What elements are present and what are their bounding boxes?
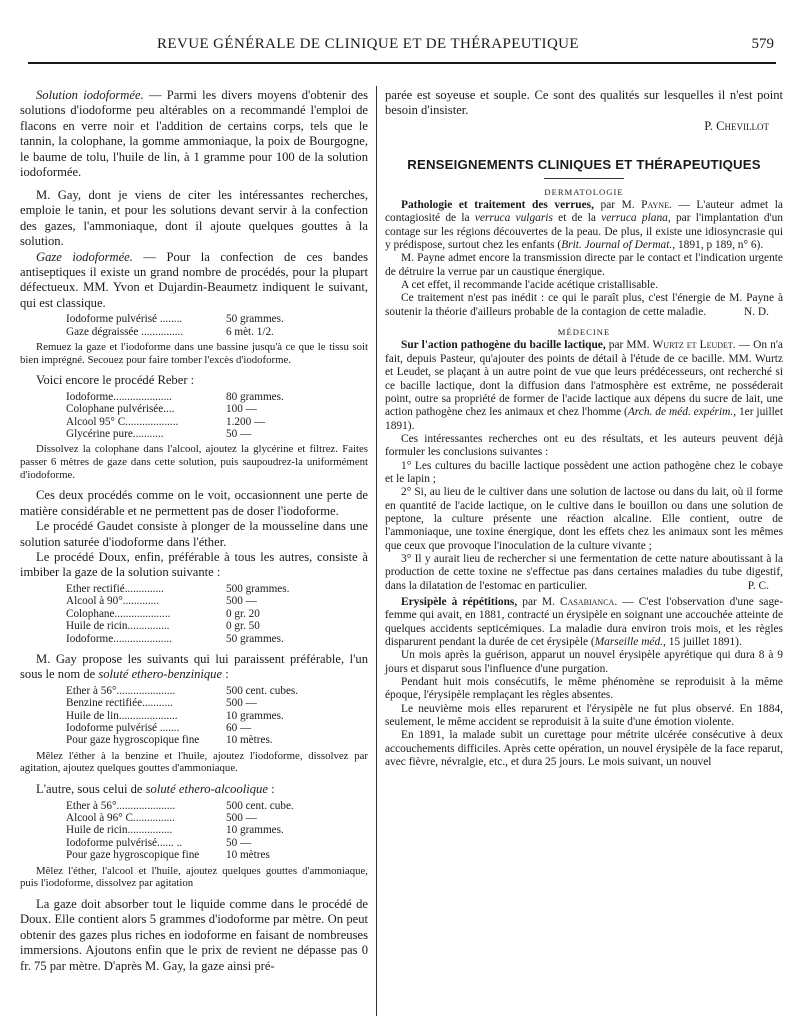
paragraph-text: — Parmi les divers moyens d'obtenir des solutions d'iodoforme peu altérables on a recommandé l'emploi de flacons en verre noir et l'addition de certains corps, tels que le tannin, la colophane, la gomme ammoniaque, la poix de Bourgogne, le baume de tolu, l'huile de lin, à 1 gramme pour 100 de la solution iodoformée.: [20, 88, 369, 180]
article-paragraph: Pathologie et traitement des verrues, par M. Payne. — L'auteur admet la contagiosité de la verruca vulgaris et de la verruca plana, par l'implantation d'un contage sur les régions découvertes de la peau. De plus, il existe une idiosyncrasie qui y prédispose, surtout chez les enfants (Brit. Journal of Dermat., 1891, p 189, n° 6).: [385, 199, 783, 252]
paragraph: [20, 250, 368, 312]
right-column: [385, 88, 783, 769]
paragraph: Voici encore le procédé Reber :: [36, 373, 195, 388]
recipe-row: Iodoforme pulvérisé ........ 50 grammes.: [66, 313, 284, 326]
recipe-row: Iodoforme..................... 50 grammes.: [66, 632, 284, 645]
recipe-row: Ether rectifié.............. 500 grammes.: [66, 582, 290, 595]
article-paragraph: Erysipèle à répétitions, par M. Casabianca. — C'est l'observation d'une sage-femme qui avait, en 1881, contracté un érysipèle en soignant une accouchée atteinte de quelques accidents septicémiques. La maladie dura environ trois mois, et les règles disparurent pendant la durée de cet érysipèle (Marseille méd., 15 juillet 1891).: [385, 596, 783, 649]
recipe-row: Iodoforme pulvérisé ....... 60 —: [66, 722, 252, 735]
signature: P. Chevillot: [704, 118, 769, 133]
recipe-row: Huile de lin..................... 10 grammes.: [66, 709, 284, 722]
recipe-row: Colophane pulvérisée.... 100 —: [66, 403, 257, 416]
recipe-row: Iodoforme pulvérisé...... .. 50 —: [66, 836, 252, 849]
subsection-label: MÉDECINE: [557, 327, 611, 338]
recipe-row: Ether à 56°..................... 500 cent. cubes.: [66, 684, 299, 697]
signature: N. D.: [744, 305, 769, 318]
paragraph: Le procédé Doux, enfin, préférable à tous les autres, consiste à imbiber la gaze de la solution suivante :: [20, 550, 368, 580]
recipe-table: [20, 583, 368, 645]
article-paragraph: Le neuvième mois elles reparurent et l'érysipèle ne fut plus observé. En 1884, seulement, le même accident se reproduisit à la suite d'une émotion violente.: [385, 702, 783, 729]
page-header: [28, 36, 776, 66]
paragraph: parée est soyeuse et souple. Ce sont des qualités sur lesquelles il n'est point besoin d'insister.: [385, 88, 783, 118]
recipe-table: [20, 685, 368, 747]
header-rule: [28, 62, 776, 64]
recipe-row: Pour gaze hygroscopique fine 10 mètres.: [66, 734, 273, 747]
paragraph-lead: Gaze iodoformée.: [36, 249, 133, 264]
recipe-row: Benzine rectifiée........... 500 —: [66, 697, 257, 710]
recipe-row: Huile de ricin................ 10 grammes.: [66, 824, 284, 837]
paragraph: M. Gay propose les suivants qui lui paraissent préférable, l'un sous le nom de soluté ethero-benzinique :: [20, 651, 368, 682]
article-author: Wurtz et Leudet: [652, 339, 733, 352]
article-paragraph: Ces intéressantes recherches ont eu des résultats, et les auteurs peuvent déjà formuler les conclusions suivantes :: [385, 432, 783, 459]
article-title: Erysipèle à répétitions,: [401, 596, 518, 609]
column-separator: [376, 86, 377, 1016]
subsection-label: DERMATOLOGIE: [544, 186, 624, 197]
article-paragraph: Sur l'action pathogène du bacille lactique, par MM. Wurtz et Leudet. — On n'a fait, depuis Pasteur, qu'ajouter des points de détail à l'étude de ce bacille. MM. Wurtz et Leudet, se plaçant à un autre point de vue que leurs prédécesseurs, ont recherché si ce bacille lactique, dont la diffusion dans l'atmosphère est extrême, ne posséderait point, outre sa propriété de former de l'acide lactique aux dépens du sucre de lait, une action pathogène chez les animaux et chez l'homme (Arch. de méd. expérim., 1er juillet 1891).: [385, 339, 784, 432]
paragraph-text: — Pour la confection de ces bandes antiseptiques il existe un grand nombre de procédés, pour la plupart défectueux. MM. Yvon et Dujardin-Beaumetz indiquent le suivant, qui est classique.: [20, 249, 368, 310]
paragraph: [20, 88, 368, 181]
paragraph: La gaze doit absorber tout le liquide comme dans le procédé de Doux. Elle contient alors 5 grammes d'iodoforme par mètre. On peut obtenir des gazes plus riches en iodoforme en faisant de nombreuses immersions. Ajoutons enfin que le prix de revient ne dépasse pas 0 fr. 75 par mètre. D'après M. Gay, la gaze ainsi pré-: [20, 896, 368, 973]
section-rule: [544, 178, 624, 179]
article-paragraph: 2° Si, au lieu de le cultiver dans une solution de lactose ou dans du lait, où il forme en quantité de l'acide lactique, on le cultive dans le bouillon ou dans une solution de peptone, la culture présente une réaction alcaline. Elle contient, outre de l'ammoniaque, une toxine énergique, dont les effets chez les animaux sont les mêmes que ceux que provoque l'inoculation de la culture vivante ;: [385, 486, 783, 552]
recipe-table: [20, 391, 368, 441]
paragraph: M. Gay, dont je viens de citer les intéressantes recherches, emploie le tanin, et pour les solutions devant servir à la confection des gazes, l'ammoniaque, dont il ajoute quelques gouttes à la solution.: [20, 187, 368, 249]
signature: P. C.: [747, 579, 769, 592]
article-author: Payne: [641, 199, 669, 212]
paragraph: Ces deux procédés comme on le voit, occasionnent une perte de matière considérable et ne permettent pas de doser l'iodoforme.: [20, 488, 368, 518]
recipe-note: Mêlez l'éther à la benzine et l'huile, ajoutez l'iodoforme, dissolvez par agitation, ajoutez quelques gouttes d'ammoniaque.: [20, 749, 368, 775]
article-paragraph: A cet effet, il recommande l'acide acétique cristallisable.: [401, 279, 659, 292]
recipe-row: Ether à 56°..................... 500 cent. cube.: [66, 799, 294, 812]
paragraph-lead: Solution iodoformée.: [36, 88, 144, 102]
recipe-row: Iodoforme..................... 80 grammes.: [66, 390, 284, 403]
article-paragraph: 1° Les cultures du bacille lactique possèdent une action pathogène chez le cobaye et le lapin ;: [385, 459, 783, 485]
recipe-row: Glycérine pure........... 50 —: [66, 428, 252, 441]
recipe-row: Alcool 95° C................... 1.200 —: [66, 415, 266, 428]
paragraph: L'autre, sous celui de soluté ethero-alcoolique :: [36, 782, 275, 797]
article-title: Sur l'action pathogène du bacille lactique,: [401, 339, 606, 352]
article-title: Pathologie et traitement des verrues,: [401, 199, 594, 212]
paragraph: Le procédé Gaudet consiste à plonger de la mousseline dans une solution saturée d'iodoforme dans l'éther.: [20, 519, 368, 549]
page-number: 579: [751, 36, 774, 52]
recipe-row: Huile de ricin............... 0 gr. 50: [66, 620, 260, 633]
article-paragraph: En 1891, la malade subit un curettage pour métrite ulcérée consécutive à deux accouchements difficiles. Après cette opération, un nouvel érysipèle de la face reparut, avec fièvre, névralgie, etc., et dura 25 jours. Le mois suivant, un nouvel: [385, 729, 783, 769]
recipe-table: [20, 800, 368, 862]
recipe-table: [20, 313, 368, 338]
recipe-row: Alcool à 90°............. 500 —: [66, 595, 257, 608]
section-title: RENSEIGNEMENTS CLINIQUES ET THÉRAPEUTIQUES: [407, 157, 761, 173]
article-paragraph: M. Payne admet encore la transmission directe par le contact et l'indication urgente de détruire la verrue par un caustique énergique.: [385, 252, 783, 278]
article-paragraph: Pendant huit mois consécutifs, le même phénomène se reproduisit à la même époque, l'érysipèle remplaçant les règles absentes.: [385, 676, 783, 702]
article-paragraph: Un mois après la guérison, apparut un nouvel érysipèle apyrétique qui dura 8 à 9 jours et disparut sous l'influence d'une purgation.: [385, 649, 783, 675]
left-column: [20, 88, 368, 974]
recipe-note: Remuez la gaze et l'iodoforme dans une bassine jusqu'à ce que le tissu soit bien imprégné. Secouez pour faire tomber l'excès d'iodoforme.: [20, 341, 368, 366]
recipe-note: Dissolvez la colophane dans l'alcool, ajoutez la glycérine et filtrez. Faites passer 6 mètres de gaze dans cette solution, puis saupoudrez-la uniformément d'iodoforme.: [20, 443, 368, 481]
recipe-note: Mêlez l'éther, l'alcool et l'huile, ajoutez quelques gouttes d'ammoniaque, puis l'iodoforme, dissolvez par agitation: [20, 864, 368, 890]
recipe-row: Gaze dégraissée ............... 6 mèt. 1/2.: [66, 325, 274, 338]
recipe-row: Pour gaze hygroscopique fine 10 mètres: [66, 849, 270, 862]
article-paragraph: 3° Il y aurait lieu de rechercher si une fermentation de cette nature aboutissant à la production de cette toxine ne s'effectue pas dans certaines maladies du tube digestif, dans la dilatation de l'estomac en particulier. P. C.: [385, 552, 783, 592]
recipe-row: Alcool à 96° C............... 500 —: [66, 811, 257, 824]
article-author: Casabianca: [560, 596, 615, 609]
recipe-row: Colophane.................... 0 gr. 20: [66, 607, 260, 620]
running-title: REVUE GÉNÉRALE DE CLINIQUE ET DE THÉRAPEUTIQUE: [157, 36, 579, 52]
article-paragraph: Ce traitement n'est pas inédit : ce qui le paraît plus, c'est l'énergie de M. Payne à soutenir la théorie d'ailleurs probable de la contagion de cette maladie. N. D.: [385, 292, 783, 318]
